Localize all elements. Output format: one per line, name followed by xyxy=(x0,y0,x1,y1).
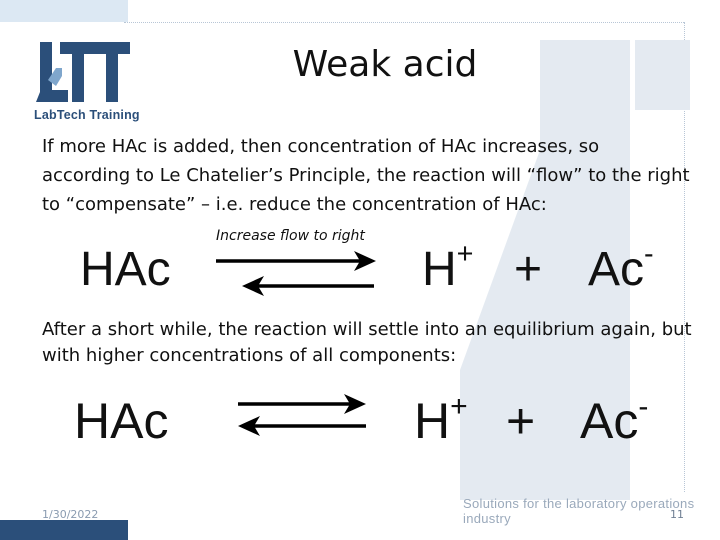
equation1-ac-symbol: Ac xyxy=(588,243,645,296)
paragraph-equilibrium: After a short while, the reaction will settle into an equilibrium again, but with higher concentrations of all components: xyxy=(42,319,692,366)
equation2-ac-charge: - xyxy=(638,389,649,423)
equilibrium-arrows-icon xyxy=(234,390,370,438)
equation2-product-ac xyxy=(580,389,649,450)
equation1-product-ac xyxy=(588,238,654,297)
equation1-h-symbol: H xyxy=(422,243,457,296)
equation2-ac-symbol: Ac xyxy=(580,393,639,449)
footer-date: 1/30/2022 xyxy=(42,508,99,521)
equation2-plus: + xyxy=(506,393,536,449)
equation1-h-charge: + xyxy=(456,238,474,271)
equation1-ac-charge: - xyxy=(644,238,654,271)
equation1-product-h xyxy=(422,238,474,297)
bottom-accent-strip xyxy=(0,520,128,540)
dotted-frame-top xyxy=(124,22,684,23)
equation1-reactant: HAc xyxy=(80,243,171,296)
forward-arrow-long-icon xyxy=(214,248,378,298)
footer-tagline: Solutions for the laboratory operations industry xyxy=(463,496,695,526)
paragraph-intro: If more HAc is added, then concentration of HAc increases, so according to Le Chatelier’s Principle, the reaction will “flow” to the right to “compensate” – i.e. reduce the concentration of HAc: xyxy=(42,136,690,215)
equation2-product-h xyxy=(414,389,468,450)
equation1-plus: + xyxy=(514,243,543,296)
arrow-label: Increase flow to right xyxy=(216,228,365,244)
slide-title: Weak acid xyxy=(292,44,478,85)
equation2-reactant: HAc xyxy=(74,393,169,449)
equation2-h-charge: + xyxy=(450,389,468,423)
logo-caption: LabTech Training xyxy=(34,108,140,122)
page-number: 11 xyxy=(670,508,684,521)
equation2-h-symbol: H xyxy=(414,393,451,449)
top-accent-strip xyxy=(0,0,128,22)
